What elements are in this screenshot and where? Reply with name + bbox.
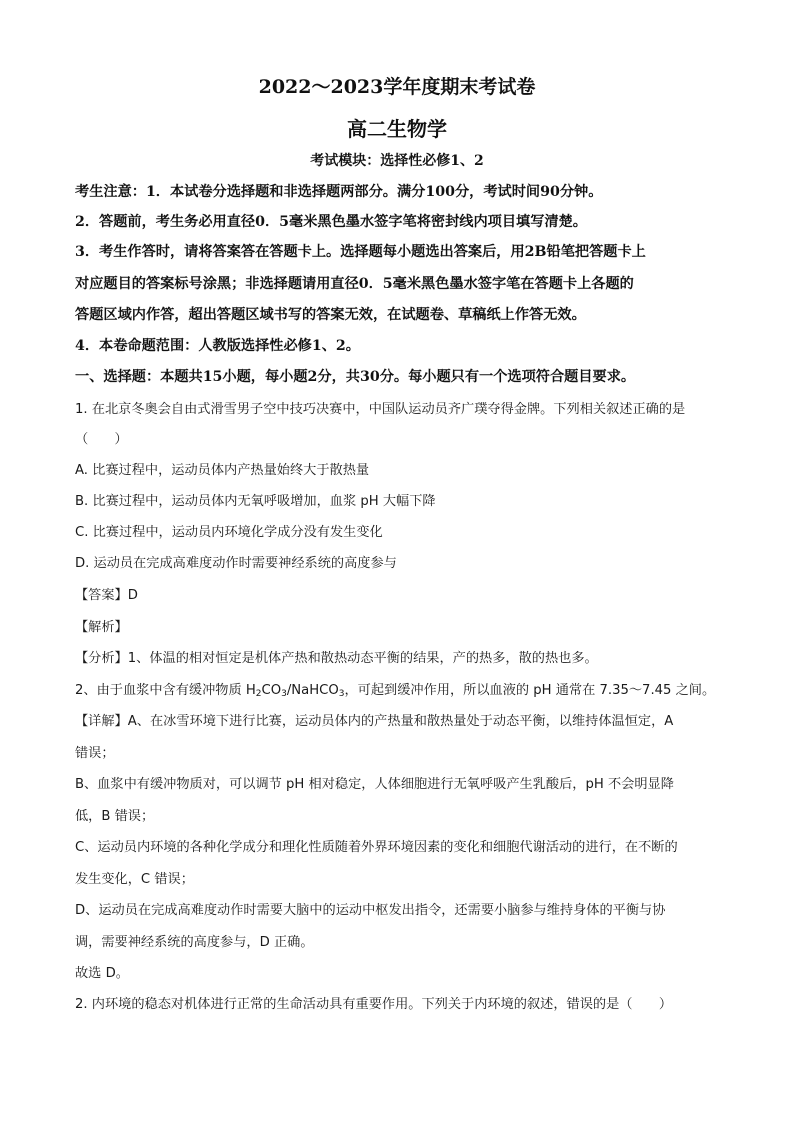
exam-module: 考试模块：选择性必修1、2 xyxy=(310,153,484,169)
q1-analysis-2: 2、由于血浆中含有缓冲物质 $H_2CO_3/NaHCO_3$，可起到缓冲作用，所以血液的 pH 通常在 7.35～7.45 之间。 xyxy=(75,683,716,699)
notice-3a: 3．考生作答时，请将答案答在答题卡上。选择题每小题选出答案后，用2B铅笔把答题卡上 xyxy=(75,244,646,260)
q1-detail-b1: B、血浆中有缓冲物质对，可以调节 pH 相对稳定，人体细胞进行无氧呼吸产生乳酸后，pH 不会明显降 xyxy=(75,777,674,792)
q1-answer: 【答案】D xyxy=(75,588,138,603)
q1-detail-a2: 错误； xyxy=(75,746,115,761)
exam-subject: 高二生物学 xyxy=(347,117,447,141)
q1-detail-c2: 发生变化，C 错误； xyxy=(75,872,194,887)
q1-conclusion: 故选 D。 xyxy=(75,966,129,981)
q1-stem: 1. 在北京冬奥会自由式滑雪男子空中技巧决赛中，中国队运动员齐广璞夺得金牌。下列相关叙述正确的是 xyxy=(75,402,686,417)
section-heading: 一、选择题：本题共15小题，每小题2分，共30分。每小题只有一个选项符合题目要求。 xyxy=(75,369,636,385)
q1-option-c: C. 比赛过程中，运动员内环境化学成分没有发生变化 xyxy=(75,525,383,540)
q1-stem-bracket: （ ） xyxy=(75,432,128,447)
q1-option-a: A. 比赛过程中，运动员体内产热量始终大于散热量 xyxy=(75,463,370,478)
q1-detail-b2: 低，B 错误； xyxy=(75,809,155,824)
q1-analysis-label: 【解析】 xyxy=(75,620,128,635)
q1-detail-a1: 【详解】A、在冰雪环境下进行比赛，运动员体内的产热量和散热量处于动态平衡，以维持体温恒定，A xyxy=(75,714,674,729)
notice-2: 2．答题前，考生务必用直径0．5毫米黑色墨水签字笔将密封线内项目填写清楚。 xyxy=(75,214,587,230)
q1-analysis-1: 【分析】1、体温的相对恒定是机体产热和散热动态平衡的结果，产的热多，散的热也多。 xyxy=(75,651,598,666)
notice-3b: 对应题目的答案标号涂黑；非选择题请用直径0．5毫米黑色墨水签字笔在答题卡上各题的 xyxy=(75,276,634,292)
notice-4: 4．本卷命题范围：人教版选择性必修1、2。 xyxy=(75,338,360,354)
q1-option-d: D. 运动员在完成高难度动作时需要神经系统的高度参与 xyxy=(75,556,397,571)
q2-stem: 2. 内环境的稳态对机体进行正常的生命活动具有重要作用。下列关于内环境的叙述，错误的是（ ） xyxy=(75,997,673,1012)
exam-title: 2022～2023学年度期末考试卷 xyxy=(258,76,536,98)
q1-detail-d1: D、运动员在完成高难度动作时需要大脑中的运动中枢发出指令，还需要小脑参与维持身体的平衡与协 xyxy=(75,903,666,918)
q1-option-b: B. 比赛过程中，运动员体内无氧呼吸增加，血浆 pH 大幅下降 xyxy=(75,494,436,509)
q1-detail-d2: 调，需要神经系统的高度参与，D 正确。 xyxy=(75,935,314,950)
notice-1: 考生注意：1．本试卷分选择题和非选择题两部分。满分100分，考试时间90分钟。 xyxy=(75,184,603,200)
q1-detail-c1: C、运动员内环境的各种化学成分和理化性质随着外界环境因素的变化和细胞代谢活动的进行，在不断的 xyxy=(75,840,678,855)
notice-3c: 答题区域内作答，超出答题区域书写的答案无效，在试题卷、草稿纸上作答无效。 xyxy=(75,307,586,323)
